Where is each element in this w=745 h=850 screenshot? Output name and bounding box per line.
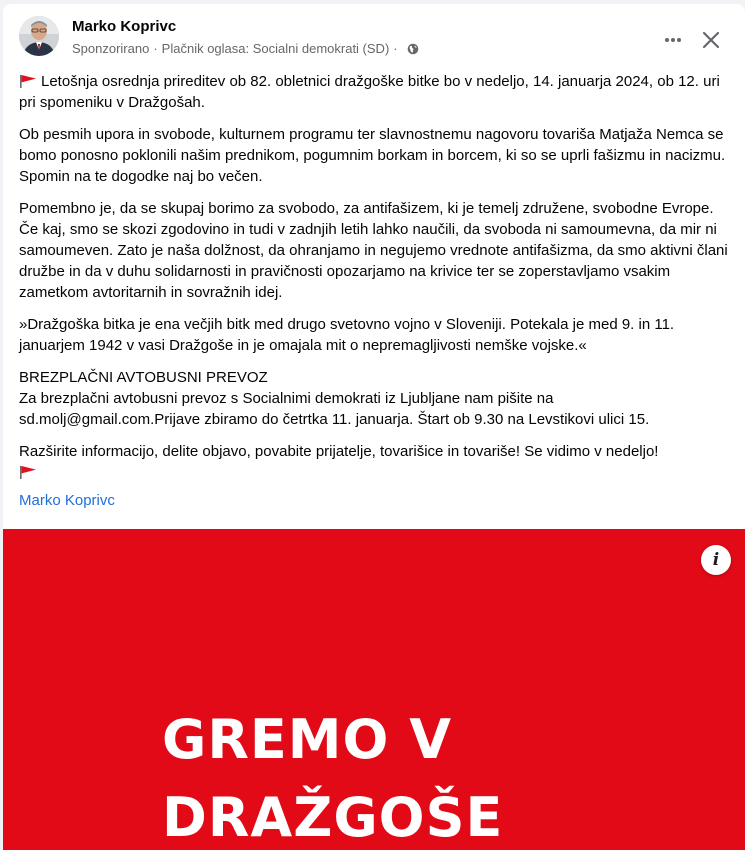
more-options-button[interactable]: [655, 22, 691, 58]
meta-separator-2: ·: [393, 41, 398, 56]
red-triangular-flag-icon: [19, 465, 37, 479]
author-tag-link[interactable]: Marko Koprivc: [19, 492, 115, 509]
close-icon: [701, 30, 721, 50]
paragraph-intro: [19, 71, 729, 113]
post-header: [3, 4, 745, 66]
info-icon: i: [712, 550, 720, 570]
paragraph-3: Pomembno je, da se skupaj borimo za svobodo, za antifašizem, ki je temelj združene, svobodne Evrope. Če kaj, smo se skozi zgodovino in tudi v zadnjih letih lahko naučili, da svoboda ni samoumevna, da mir ni samoumeven. Zato je naša dolžnost, da ohranjamo in negujemo vrednote antifašizma, da smo aktivni člani družbe in da v duhu solidarnosti in pravičnosti opozarjamo na krivice ter se zoperstavljamo vsakim zametkom avtoritarnih in sovražnih idej.: [19, 200, 728, 301]
ad-image-banner[interactable]: [3, 529, 745, 850]
red-triangular-flag-icon: [19, 74, 37, 88]
bus-info: [19, 367, 729, 430]
paragraph-closing: [19, 441, 729, 483]
payer-label[interactable]: Plačnik oglasa: Socialni demokrati (SD): [161, 41, 390, 56]
close-button[interactable]: [693, 22, 729, 58]
banner-title: [162, 701, 503, 850]
author-name[interactable]: Marko Koprivc: [72, 18, 177, 35]
bus-text: Za brezplačni avtobusni prevoz s Socialnimi demokrati iz Ljubljane nam pišite na sd.molj@gmail.com.Prijave zbiramo do četrtka 11. januarja. Štart ob 9.30 na Levstikovi ulici 15.: [19, 390, 650, 428]
globe-icon[interactable]: [407, 43, 419, 55]
info-button[interactable]: [701, 545, 731, 575]
post-meta: [72, 41, 419, 56]
banner-line-1: GREMO V: [162, 708, 453, 771]
avatar[interactable]: [19, 16, 59, 56]
paragraph-quote: »Dražgoška bitka je ena večjih bitk med drugo svetovno vojno v Sloveniji. Potekala je med 9. in 11. januarjem 1942 v vasi Dražgoše in je omajala mit o nepremagljivosti nemške vojske.«: [19, 316, 675, 354]
meta-separator: ·: [153, 41, 158, 56]
banner-line-2: DRAŽGOŠE: [162, 786, 504, 849]
post-body: [19, 71, 729, 511]
avatar-image: [19, 16, 59, 56]
sponsored-post-card: [3, 4, 745, 850]
sponsored-label[interactable]: Sponzorirano: [72, 41, 150, 56]
more-options-icon: [663, 30, 683, 50]
paragraph-2: Ob pesmih upora in svobode, kulturnem programu ter slavnostnemu nagovoru tovariša Matjaža Nemca se bomo ponosno poklonili našim prednikom, pogumnim borkam in borcem, ki so se uprli fašizmu in nacizmu. Spomin na te dogodke naj bo večen.: [19, 126, 726, 185]
paragraph-text-1: Letošnja osrednja prireditev ob 82. obletnici dražgoške bitke bo v nedeljo, 14. januarja 2024, ob 12. uri pri spomeniku v Dražgošah.: [19, 73, 720, 111]
bus-heading: BREZPLAČNI AVTOBUSNI PREVOZ: [19, 369, 268, 386]
closing-text: Razširite informacijo, delite objavo, povabite prijatelje, tovarišice in tovariše! Se vidimo v nedeljo!: [19, 443, 659, 460]
